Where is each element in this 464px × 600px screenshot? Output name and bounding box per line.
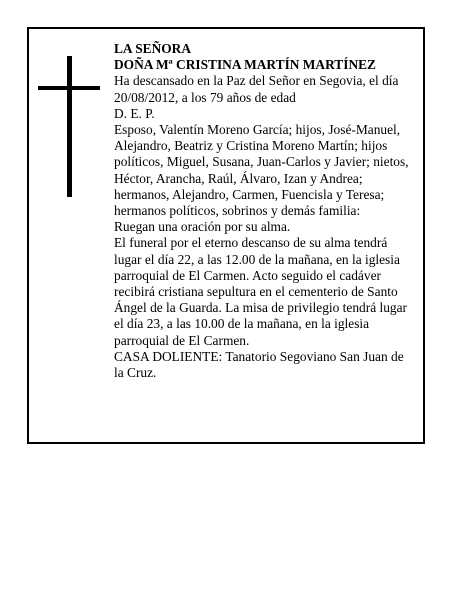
rest-in-peace: D. E. P. [114, 105, 155, 121]
notice-title: LA SEÑORA [114, 41, 192, 56]
family-list: Esposo, Valentín Moreno García; hijos, José-Manuel, Alejandro, Beatriz y Cristina Moreno Martín; hijos políticos, Miguel, Susana, Juan-Carlos y Javier; nietos, Héctor, Arancha, Raúl, Álvaro, Izan y Andrea; hermanos, Alejandro, Carmen, Fuencisla y Teresa; hermanos políticos, sobrinos y demás familia: [114, 122, 409, 219]
funeral-details: El funeral por el eterno descanso de su alma tendrá lugar el día 22, a las 12.00 de la mañana, en la iglesia parroquial de El Carmen. Acto seguido el cadáver recibirá cristiana sepultura en el cementerio de Santo Ángel de la Guarda. La misa de privilegio tendrá lugar el día 23, a las 10.00 de la mañana, en la iglesia parroquial de El Carmen. [114, 235, 407, 348]
cross-horizontal-bar [38, 86, 100, 90]
death-announcement: Ha descansado en la Paz del Señor en Segovia, el día 20/08/2012, a los 79 años de edad [114, 73, 399, 105]
obituary-notice [27, 27, 425, 444]
funeral-home: CASA DOLIENTE: Tanatorio Segoviano San Juan de la Cruz. [114, 348, 404, 381]
prayer-request: Ruegan una oración por su alma. [114, 219, 291, 235]
notice-content [114, 41, 414, 381]
cross-vertical-bar [67, 56, 72, 197]
deceased-name: DOÑA Mª CRISTINA MARTÍN MARTÍNEZ [114, 57, 376, 73]
